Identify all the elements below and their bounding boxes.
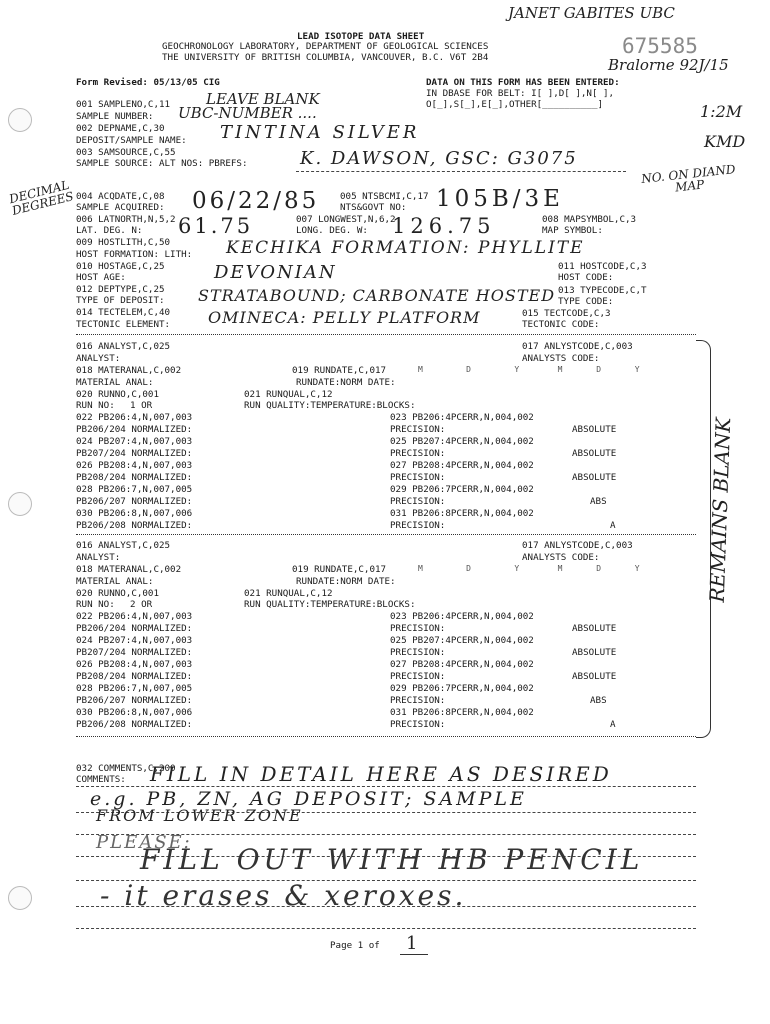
a2-p4b: PRECISION: [390,647,446,658]
field-nts-code: 005 NTSBCMI,C,17 [340,191,429,202]
field-acqdate-value[interactable]: 06/22/85 [192,188,320,214]
a1-p4b: PRECISION: [390,448,446,459]
a2-l3c: M D Y M D Y [418,564,640,573]
field-deptype-code: 012 DEPTYPE,C,25 [76,284,165,295]
field-hostage-code: 010 HOSTAGE,C,25 [76,261,165,272]
a1-p1b: 023 PB206:4PCERR,N,004,002 [390,412,534,423]
field-hostlith-code: 009 HOSTLITH,C,50 [76,237,171,248]
field-hostage-value[interactable]: DEVONIAN [214,262,337,283]
a2-l3a: 018 MATERANAL,C,002 [76,564,182,575]
a2-p2a: PB206/204 NORMALIZED: [76,623,193,634]
a2-p5a: 026 PB208:4,N,007,003 [76,659,193,670]
a2-p7a: 028 PB206:7,N,007,005 [76,683,193,694]
a1-p4a: PB207/204 NORMALIZED: [76,448,193,459]
field-tectcode-code: 015 TECTCODE,C,3 [522,308,611,319]
a2-l6b: RUN QUALITY:TEMPERATURE:BLOCKS: [244,599,416,610]
a1-p7a: 028 PB206:7,N,007,005 [76,484,193,495]
field-lat-label: LAT. DEG. N: [76,225,143,236]
field-hostlith-label: HOST FORMATION: LITH: [76,249,193,260]
field-long-value[interactable]: 126.75 [392,214,496,238]
a2-l4a: MATERIAL ANAL: [76,576,154,587]
a2-p6b: PRECISION: [390,671,446,682]
header-line-2: THE UNIVERSITY OF BRITISH COLUMBIA, VANCOUVER, B.C. V6T 2B4 [162,52,489,63]
a2-p7b: 029 PB206:7PCERR,N,004,002 [390,683,534,694]
field-depositname-value[interactable]: TINTINA SILVER [220,122,420,143]
field-samplesource-label: SAMPLE SOURCE: ALT NOS: PBREFS: [76,158,248,169]
field-hostlith-value[interactable]: KECHIKA FORMATION: PHYLLITE [226,238,585,258]
field-typecode-label: TYPE CODE: [558,296,614,307]
binder-hole-bottom [8,886,32,910]
field-tectelem-label: TECTONIC ELEMENT: [76,319,171,330]
a1-l1a: 016 ANALYST,C,025 [76,341,171,352]
a2-p1b: 023 PB206:4PCERR,N,004,002 [390,611,534,622]
separator-3 [76,736,696,737]
a2-l3b: 019 RUNDATE,C,017 [292,564,387,575]
stamp-number: 675585 [622,34,698,58]
a2-p8a: PB206/207 NORMALIZED: [76,695,193,706]
note-map-number: NO. ON DIAND MAP [640,162,737,195]
comment-line-1[interactable]: FILL IN DETAIL HERE AS DESIRED [150,762,612,786]
a2-p8c: ABS [590,695,607,706]
handwritten-name: JANET GABITES UBC [508,4,675,22]
a1-p10b: PRECISION: [390,520,446,531]
field-samplesource-value[interactable]: K. DAWSON, GSC: G3075 [300,148,578,169]
comment-line-2[interactable]: e.g. PB, ZN, AG DEPOSIT; SAMPLE [90,788,527,810]
field-acqdate-code: 004 ACQDATE,C,08 [76,191,165,202]
field-tectelem-value[interactable]: OMINECA: PELLY PLATFORM [208,308,481,327]
header-line-1: GEOCHRONOLOGY LABORATORY, DEPARTMENT OF GEOLOGICAL SCIENCES [162,41,489,52]
a2-p6a: PB208/204 NORMALIZED: [76,671,193,682]
a1-l3a: 018 MATERANAL,C,002 [76,365,182,376]
a1-p8c: ABS [590,496,607,507]
a2-l1a: 016 ANALYST,C,025 [76,540,171,551]
separator-1 [76,334,696,335]
entered-title: DATA ON THIS FORM HAS BEEN ENTERED: [426,77,620,88]
a1-p2a: PB206/204 NORMALIZED: [76,424,193,435]
page-label: Page 1 of [330,940,380,951]
a1-p2b: PRECISION: [390,424,446,435]
a1-p9b: 031 PB206:8PCERR,N,004,002 [390,508,534,519]
field-deptype-value[interactable]: STRATABOUND; CARBONATE HOSTED [198,286,556,305]
a1-l5b: 021 RUNQUAL,C,12 [244,389,333,400]
field-mapsymbol-label: MAP SYMBOL: [542,225,603,236]
a2-p10a: PB206/208 NORMALIZED: [76,719,193,730]
field-latnorth-code: 006 LATNORTH,N,5,2 [76,214,176,225]
comment-line-3[interactable]: FROM LOWER ZONE [96,806,303,825]
a2-l1b: 017 ANLYSTCODE,C,003 [522,540,633,551]
field-typecode-code: 013 TYPECODE,C,T [558,285,647,296]
field-lat-value[interactable]: 61.75 [178,214,254,238]
a2-p10b: PRECISION: [390,719,446,730]
binder-hole-middle [8,492,32,516]
field-samplenumber-label: SAMPLE NUMBER: [76,111,154,122]
comments-label: COMMENTS: [76,774,126,785]
field-samsource-code: 003 SAMSOURCE,C,55 [76,147,176,158]
a2-p4c: ABSOLUTE [572,647,617,658]
a1-p1a: 022 PB206:4,N,007,003 [76,412,193,423]
field-samplenumber-value[interactable]: UBC-NUMBER .... [178,104,317,122]
a2-p9b: 031 PB206:8PCERR,N,004,002 [390,707,534,718]
binder-hole-top [8,108,32,132]
a1-p6b: PRECISION: [390,472,446,483]
comment-line-4[interactable]: PLEASE: [96,832,192,853]
field-deptype-label: TYPE OF DEPOSIT: [76,295,165,306]
a2-l6a: RUN NO: [76,599,115,610]
a1-l3b: 019 RUNDATE,C,017 [292,365,387,376]
page-total: 1 [406,933,418,954]
a1-l2a: ANALYST: [76,353,121,364]
a1-p3b: 025 PB207:4PCERR,N,004,002 [390,436,534,447]
note-scale: 1:2M [700,102,743,121]
a2-l5b: 021 RUNQUAL,C,12 [244,588,333,599]
sheet-title: LEAD ISOTOPE DATA SHEET [297,31,425,42]
a1-p8a: PB206/207 NORMALIZED: [76,496,193,507]
comments-code: 032 COMMENTS,C,200 [76,763,176,774]
a2-p9a: 030 PB206:8,N,007,006 [76,707,193,718]
a1-p6a: PB208/204 NORMALIZED: [76,472,193,483]
a1-l1b: 017 ANLYSTCODE,C,003 [522,341,633,352]
field-long-label: LONG. DEG. W: [296,225,368,236]
a1-p10c: A [610,520,616,531]
a2-p5b: 027 PB208:4PCERR,N,004,002 [390,659,534,670]
field-sampleno-value[interactable]: LEAVE BLANK [206,90,320,108]
field-nts-label: NTS&GOVT NO: [340,202,407,213]
a2-p6c: ABSOLUTE [572,671,617,682]
entered-line-2: O[_],S[_],E[_],OTHER[__________] [426,99,604,110]
field-hostcode-label: HOST CODE: [558,272,614,283]
field-nts-value[interactable]: 105B/3E [436,186,564,212]
a1-p7b: 029 PB206:7PCERR,N,004,002 [390,484,534,495]
a2-p8b: PRECISION: [390,695,446,706]
a1-p6c: ABSOLUTE [572,472,617,483]
a1-p5b: 027 PB208:4PCERR,N,004,002 [390,460,534,471]
a1-l3c: M D Y M D Y [418,365,640,374]
a2-runno: 2 OR [130,599,153,610]
a2-p10c: A [610,719,616,730]
a2-p3b: 025 PB207:4PCERR,N,004,002 [390,635,534,646]
source-underline [296,171,626,172]
a2-l5a: 020 RUNNO,C,001 [76,588,159,599]
a1-l4b: RUNDATE:NORM DATE: [296,377,396,388]
a1-l5a: 020 RUNNO,C,001 [76,389,159,400]
field-mapsymbol-code: 008 MAPSYMBOL,C,3 [542,214,637,225]
a1-l6b: RUN QUALITY:TEMPERATURE:BLOCKS: [244,400,416,411]
field-tectelem-code: 014 TECTELEM,C,40 [76,307,171,318]
comment-line-6[interactable]: - it erases & xeroxes. [100,879,467,912]
field-hostage-label: HOST AGE: [76,272,126,283]
field-longwest-code: 007 LONGWEST,N,6,2 [296,214,396,225]
field-sampleno-code: 001 SAMPLENO,C,11 [76,99,171,110]
field-acqdate-label: SAMPLE ACQUIRED: [76,202,165,213]
a1-p2c: ABSOLUTE [572,424,617,435]
a2-p4a: PB207/204 NORMALIZED: [76,647,193,658]
comment-rule-7 [76,928,696,929]
a1-p3a: 024 PB207:4,N,007,003 [76,436,193,447]
a2-l2b: ANALYSTS CODE: [522,552,600,563]
a1-p10a: PB206/208 NORMALIZED: [76,520,193,531]
a2-p3a: 024 PB207:4,N,007,003 [76,635,193,646]
a1-l4a: MATERIAL ANAL: [76,377,154,388]
a1-p5a: 026 PB208:4,N,007,003 [76,460,193,471]
comment-rule-1 [76,786,696,787]
a2-p1a: 022 PB206:4,N,007,003 [76,611,193,622]
note-decimal-degrees: DECIMAL DEGREES [7,177,75,218]
a1-p8b: PRECISION: [390,496,446,507]
field-depositname-label: DEPOSIT/SAMPLE NAME: [76,135,187,146]
page-total-underline [400,954,428,955]
a2-p2c: ABSOLUTE [572,623,617,634]
a2-p2b: PRECISION: [390,623,446,634]
handwritten-bralorne: Bralorne 92J/15 [608,56,729,74]
field-hostcode-code: 011 HOSTCODE,C,3 [558,261,647,272]
field-depname-code: 002 DEPNAME,C,30 [76,123,165,134]
separator-2 [76,534,696,535]
comment-rule-6 [76,906,696,907]
a2-l2a: ANALYST: [76,552,121,563]
a1-l6a: RUN NO: [76,400,115,411]
a1-runno: 1 OR [130,400,153,411]
comment-line-5[interactable]: FILL OUT WITH HB PENCIL [140,843,644,876]
a1-p4c: ABSOLUTE [572,448,617,459]
entered-line-1: IN DBASE FOR BELT: I[ ],D[ ],N[ ], [426,88,615,99]
a2-l4b: RUNDATE:NORM DATE: [296,576,396,587]
note-remains-blank: REMAINS BLANK [704,417,736,603]
note-kmd: KMD [704,132,746,151]
a1-p9a: 030 PB206:8,N,007,006 [76,508,193,519]
field-tectcode-label: TECTONIC CODE: [522,319,600,330]
form-revised: Form Revised: 05/13/05 CIG [76,77,220,88]
a1-l2b: ANALYSTS CODE: [522,353,600,364]
